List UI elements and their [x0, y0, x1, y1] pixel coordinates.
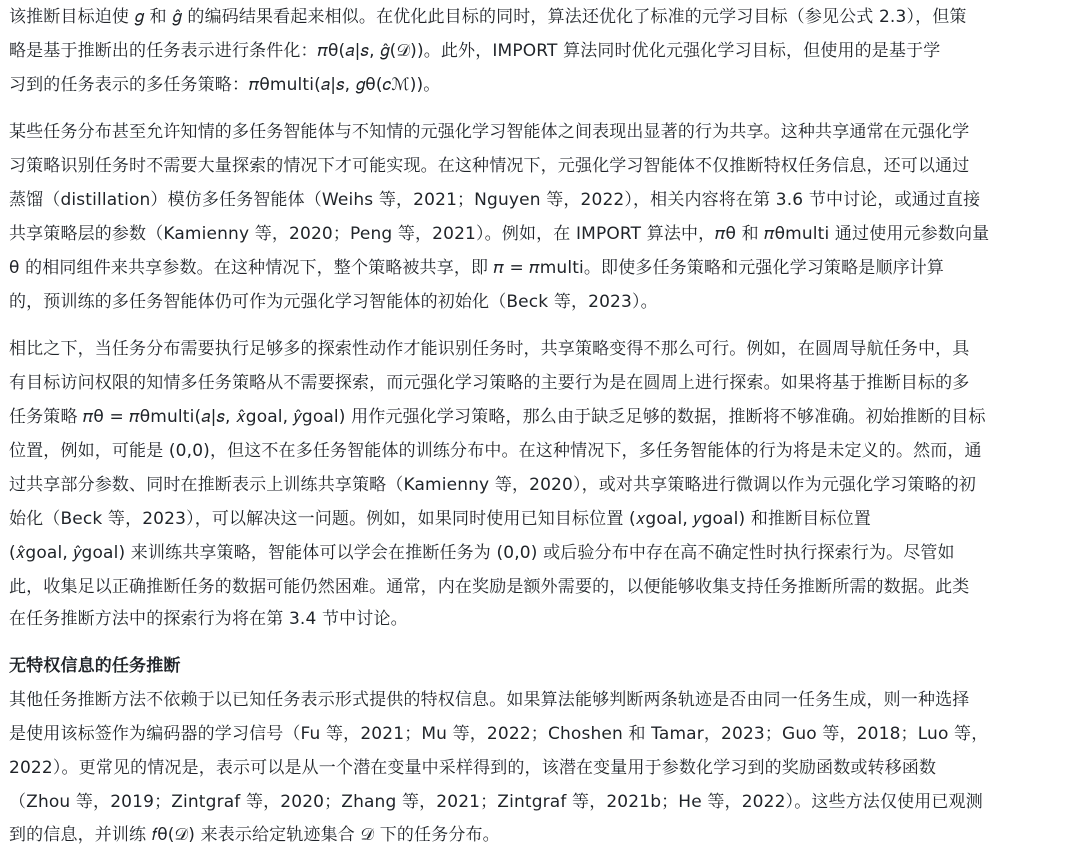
- paragraph-4-line-3: 2022）。更常见的情况是，表示可以是从一个潜在变量中采样得到的，该潜在变量用于参数化学习到的奖励函数或转移函数: [9, 758, 937, 778]
- paragraph-3-line-1: 相比之下，当任务分布需要执行足够多的探索性动作才能识别任务时，共享策略变得不那么可行。例如，在圆周导航任务中，具: [9, 339, 970, 359]
- paragraph-2-line-2: 习策略识别任务时不需要大量探索的情况下才可能实现。在这种情况下，元强化学习智能体不仅推断特权任务信息，还可以通过: [9, 156, 970, 176]
- paragraph-4-line-4: （Zhou 等，2019；Zintgraf 等，2020；Zhang 等，2021；Zintgraf 等，2021b；He 等，2022）。这些方法仅使用已观测: [9, 792, 983, 812]
- paragraph-1-line-3: 习到的任务表示的多任务策略：𝜋θmulti(𝑎|𝑠, 𝑔θ(𝑐ℳ))。: [9, 75, 441, 95]
- paragraph-2-line-3: 蒸馏（distillation）模仿多任务智能体（Weihs 等，2021；Nguyen 等，2022），相关内容将在第 3.6 节中讨论，或通过直接: [9, 190, 981, 210]
- paragraph-4-line-5: 到的信息，并训练 𝑓θ(𝒟) 来表示给定轨迹集合 𝒟 下的任务分布。: [9, 825, 500, 845]
- paragraph-3-line-3: 任务策略 𝜋θ = 𝜋θmulti(𝑎|𝑠, 𝑥̂goal, 𝑦̂goal) 用作元强化学习策略，那么由于缺乏足够的数据，推断将不够准确。初始推断的目标: [9, 407, 986, 427]
- section-heading: 无特权信息的任务推断: [9, 656, 181, 676]
- paragraph-1-line-2: 略是基于推断出的任务表示进行条件化：𝜋θ(𝑎|𝑠, 𝑔̂(𝒟))。此外，IMPORT 算法同时优化元强化学习目标，但使用的是基于学: [9, 41, 941, 61]
- paragraph-3-line-8: 此，收集足以正确推断任务的数据可能仍然困难。通常，内在奖励是额外需要的，以便能够收集支持任务推断所需的数据。此类: [9, 577, 970, 597]
- paragraph-3-line-9: 在任务推断方法中的探索行为将在第 3.4 节中讨论。: [9, 609, 408, 629]
- paragraph-3-line-2: 有目标访问权限的知情多任务策略从不需要探索，而元强化学习策略的主要行为是在圆周上进行探索。如果将基于推断目标的多: [9, 373, 970, 393]
- paragraph-3-line-6: 始化（Beck 等，2023），可以解决这一问题。例如，如果同时使用已知目标位置 (𝑥goal, 𝑦goal) 和推断目标位置: [9, 509, 871, 529]
- paragraph-2-line-1: 某些任务分布甚至允许知情的多任务智能体与不知情的元强化学习智能体之间表现出显著的行为共享。这种共享通常在元强化学: [9, 122, 970, 142]
- paragraph-2-line-6: 的，预训练的多任务智能体仍可作为元强化学习智能体的初始化（Beck 等，2023）。: [9, 292, 658, 312]
- paragraph-4-line-1: 其他任务推断方法不依赖于以已知任务表示形式提供的特权信息。如果算法能够判断两条轨迹是否由同一任务生成，则一种选择: [9, 690, 970, 710]
- paragraph-3-line-4: 位置，例如，可能是 (0,0)，但这不在多任务智能体的训练分布中。在这种情况下，多任务智能体的行为将是未定义的。然而，通: [9, 441, 982, 461]
- paragraph-2-line-5: θ 的相同组件来共享参数。在这种情况下，整个策略被共享，即 𝜋 = 𝜋multi。即使多任务策略和元强化学习策略是顺序计算: [9, 258, 945, 278]
- paragraph-1-line-1: 该推断目标迫使 𝑔 和 𝑔̂ 的编码结果看起来相似。在优化此目标的同时，算法还优化了标准的元学习目标（参见公式 2.3），但策: [9, 7, 967, 27]
- paragraph-4-line-2: 是使用该标签作为编码器的学习信号（Fu 等，2021；Mu 等，2022；Choshen 和 Tamar，2023；Guo 等，2018；Luo 等，: [9, 724, 989, 744]
- paragraph-2-line-4: 共享策略层的参数（Kamienny 等，2020；Peng 等，2021）。例如，在 IMPORT 算法中，𝜋θ 和 𝜋θmulti 通过使用元参数向量: [9, 224, 990, 244]
- paragraph-3-line-7: (𝑥̂goal, 𝑦̂goal) 来训练共享策略，智能体可以学会在推断任务为 (0,0) 或后验分布中存在高不确定性时执行探索行为。尽管如: [9, 543, 955, 563]
- paragraph-3-line-5: 过共享部分参数、同时在推断表示上训练共享策略（Kamienny 等，2020），或对共享策略进行微调以作为元强化学习策略的初: [9, 475, 977, 495]
